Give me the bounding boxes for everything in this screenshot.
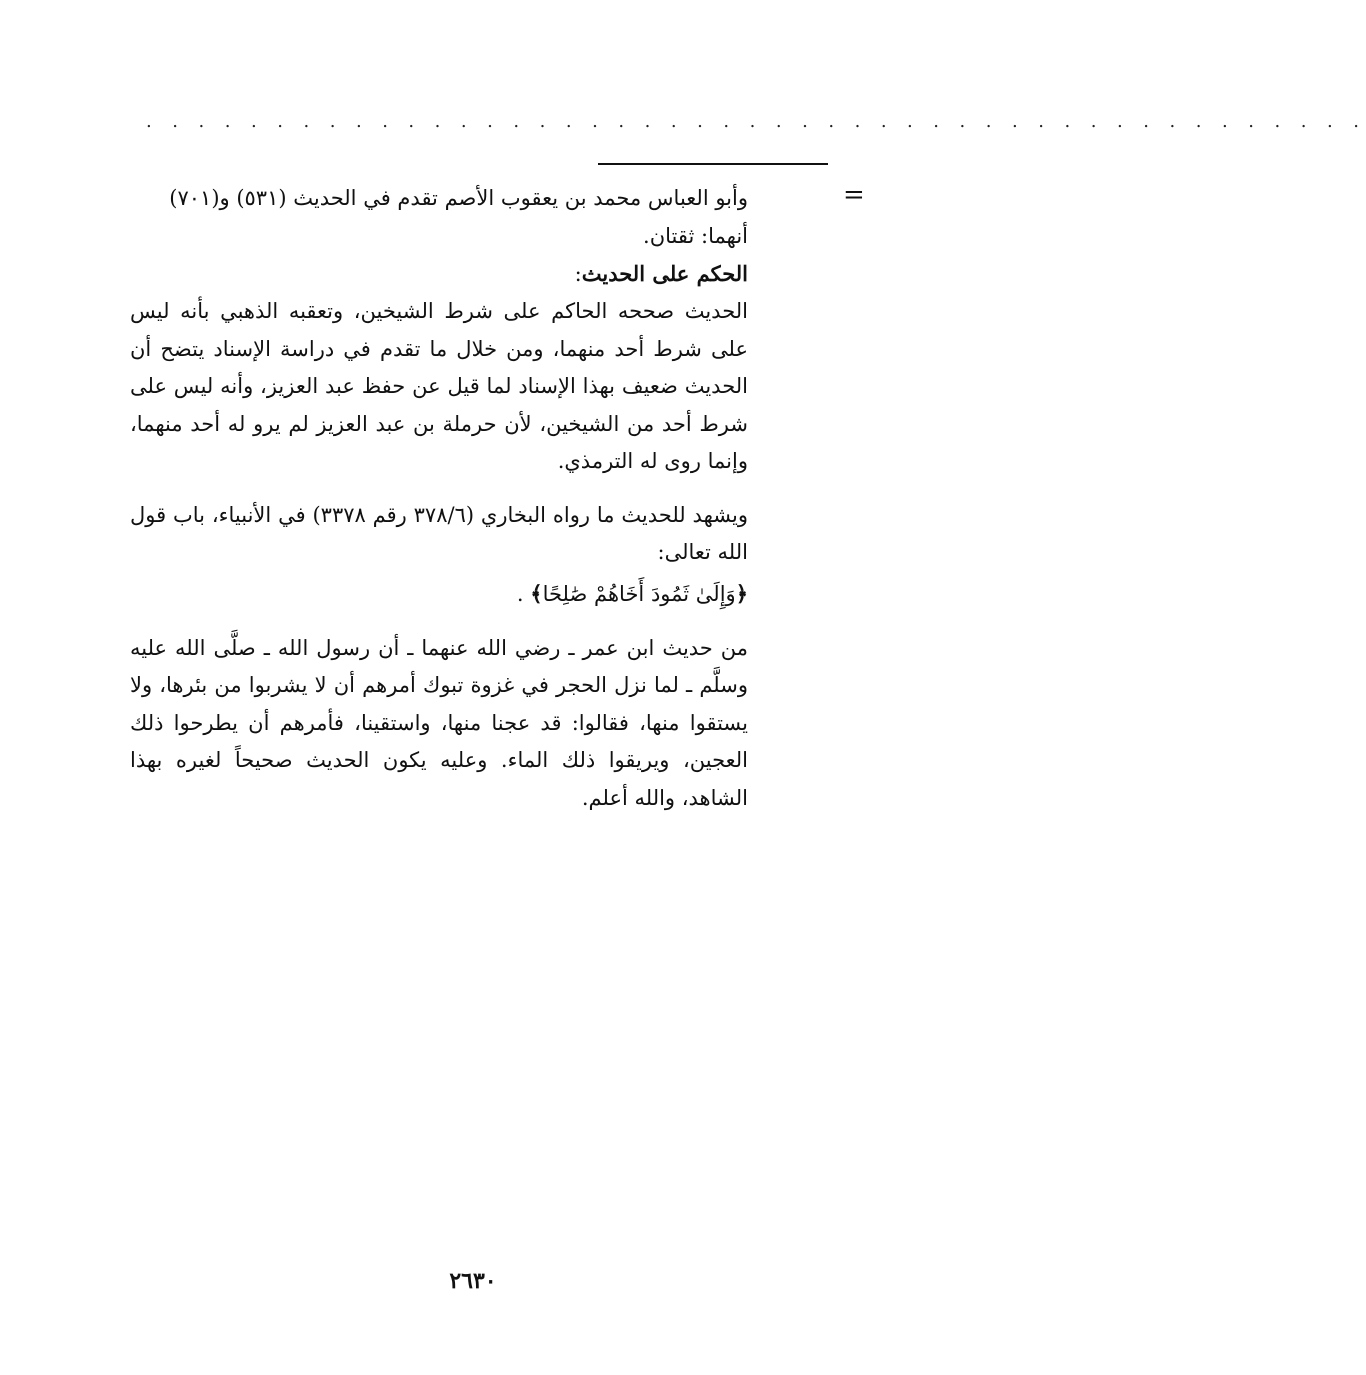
footnote-rule — [598, 163, 828, 165]
footnote-line-1: وأبو العباس محمد بن يعقوب الأصم تقدم في الحديث (٥٣١) و(٧٠١) — [169, 186, 748, 210]
witness-paragraph: ويشهد للحديث ما رواه البخاري (٣٧٨/٦ رقم ٣٣٧٨) في الأنبياء، باب قول الله تعالى: — [130, 502, 748, 564]
quran-verse — [130, 574, 748, 614]
section-heading-text: الحكم على الحديث — [581, 261, 748, 286]
ruling-paragraph: الحديث صححه الحاكم على شرط الشيخين، وتعقبه الذهبي بأنه ليس على شرط أحد منهما، ومن خلال ما تقدم في دراسة الإسناد يتضح أن الحديث ضعيف بهذا الإسناد لما قيل عن حفظ عبد العزيز، وأنه ليس على شرط أحد من الشيخين، لأن حرملة بن عبد العزيز لم يرو له أحد منهما، وإنما روى له الترمذي. — [130, 299, 748, 473]
continuation-mark: = — [843, 180, 865, 210]
section-heading-colon: : — [574, 262, 582, 286]
quran-verse-text: وَإِلَىٰ ثَمُودَ أَخَاهُمْ صَٰلِحًا — [542, 581, 736, 606]
dotted-separator: . . . . . . . . . . . . . . . . . . . . . . . . . . . . . . . . . . . . . . . . . . . . . . . — [146, 111, 1366, 132]
section-heading — [130, 255, 748, 293]
hadith-paragraph: من حديث ابن عمر ـ رضي الله عنهما ـ أن رسول الله ـ صلَّى الله عليه وسلَّم ـ لما نزل الحجر في غزوة تبوك أمرهم أن لا يشربوا من بئرها، ولا يستقوا منها، فقالوا: قد عجنا منها، واستقينا، فأمرهم أن يطرحوا ذلك العجين، ويريقوا ذلك الماء. وعليه يكون الحديث صحيحاً لغيره بهذا الشاهد، والله أعلم. — [130, 635, 748, 810]
quran-open-bracket: ﴿ — [735, 580, 748, 606]
footnote-continuation — [130, 180, 748, 255]
page-body — [130, 180, 748, 817]
page-number: ٢٦٣٠ — [449, 1268, 497, 1294]
quran-full-stop: . — [516, 581, 524, 606]
quran-close-bracket: ﴾ — [530, 580, 543, 606]
footnote-line-2: أنهما: ثقتان. — [643, 223, 748, 248]
